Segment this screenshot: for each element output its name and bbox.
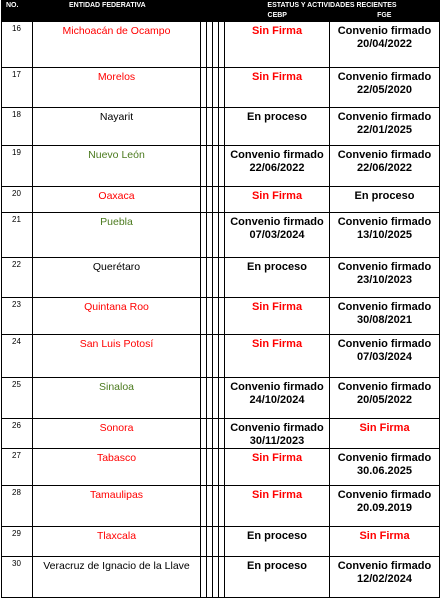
cebp-status: Convenio firmado 07/03/2024 <box>225 213 330 258</box>
table-row <box>2 68 440 108</box>
row-number: 17 <box>2 68 33 108</box>
cebp-status: Convenio firmado 24/10/2024 <box>225 378 330 419</box>
fge-status: En proceso <box>330 187 440 213</box>
table-row <box>2 213 440 258</box>
state-name: Puebla <box>33 213 201 258</box>
row-number: 20 <box>2 187 33 213</box>
cebp-status: Sin Firma <box>225 22 330 68</box>
row-number: 16 <box>2 22 33 68</box>
cebp-status: En proceso <box>225 258 330 298</box>
row-number: 19 <box>2 146 33 187</box>
state-name: San Luis Potosí <box>33 335 201 378</box>
state-name: Nuevo León <box>33 146 201 187</box>
state-name: Nayarit <box>33 108 201 146</box>
fge-status: Convenio firmado 07/03/2024 <box>330 335 440 378</box>
states-table <box>1 0 440 598</box>
table-row <box>2 146 440 187</box>
row-number: 18 <box>2 108 33 146</box>
cebp-status: En proceso <box>225 557 330 598</box>
table-row <box>2 187 440 213</box>
table-row <box>2 22 440 68</box>
cebp-status: Sin Firma <box>225 298 330 335</box>
state-name: Querétaro <box>33 258 201 298</box>
table-row <box>2 258 440 298</box>
table-row <box>2 527 440 557</box>
fge-status: Convenio firmado 22/06/2022 <box>330 146 440 187</box>
fge-status: Convenio firmado 23/10/2023 <box>330 258 440 298</box>
table-row <box>2 108 440 146</box>
fge-status: Convenio firmado 12/02/2024 <box>330 557 440 598</box>
cebp-status: Convenio firmado 30/11/2023 <box>225 419 330 449</box>
cebp-status: En proceso <box>225 108 330 146</box>
fge-status: Convenio firmado 20/05/2022 <box>330 378 440 419</box>
header-fge: FGE <box>377 12 392 19</box>
row-number: 23 <box>2 298 33 335</box>
state-name: Sinaloa <box>33 378 201 419</box>
fge-status: Convenio firmado 22/05/2020 <box>330 68 440 108</box>
table-row <box>2 378 440 419</box>
state-name: Veracruz de Ignacio de la Llave <box>33 557 201 598</box>
row-number: 27 <box>2 449 33 486</box>
state-name: Tamaulipas <box>33 486 201 527</box>
row-number: 26 <box>2 419 33 449</box>
state-name: Morelos <box>33 68 201 108</box>
row-number: 29 <box>2 527 33 557</box>
row-number: 22 <box>2 258 33 298</box>
header-row <box>2 1 440 22</box>
header-status <box>225 1 440 22</box>
state-name: Quintana Roo <box>33 298 201 335</box>
cebp-status: Sin Firma <box>225 486 330 527</box>
fge-status: Convenio firmado 13/10/2025 <box>330 213 440 258</box>
state-name: Tlaxcala <box>33 527 201 557</box>
cebp-status: Convenio firmado 22/06/2022 <box>225 146 330 187</box>
state-name: Michoacán de Ocampo <box>33 22 201 68</box>
header-status-title: ESTATUS Y ACTIVIDADES RECIENTES <box>267 2 397 9</box>
row-number: 28 <box>2 486 33 527</box>
table-row <box>2 335 440 378</box>
table-row <box>2 449 440 486</box>
header-no: NO. <box>2 1 33 22</box>
header-entity: ENTIDAD FEDERATIVA <box>33 1 201 22</box>
row-number: 24 <box>2 335 33 378</box>
cebp-status: Sin Firma <box>225 335 330 378</box>
table-row <box>2 486 440 527</box>
table-row <box>2 298 440 335</box>
row-number: 25 <box>2 378 33 419</box>
cebp-status: Sin Firma <box>225 449 330 486</box>
fge-status: Convenio firmado 30.06.2025 <box>330 449 440 486</box>
cebp-status: En proceso <box>225 527 330 557</box>
fge-status: Sin Firma <box>330 419 440 449</box>
fge-status: Convenio firmado 20/04/2022 <box>330 22 440 68</box>
table-row <box>2 557 440 598</box>
state-name: Sonora <box>33 419 201 449</box>
row-number: 21 <box>2 213 33 258</box>
cebp-status: Sin Firma <box>225 187 330 213</box>
table-body <box>2 22 440 598</box>
fge-status: Convenio firmado 30/08/2021 <box>330 298 440 335</box>
state-name: Oaxaca <box>33 187 201 213</box>
cebp-status: Sin Firma <box>225 68 330 108</box>
fge-status: Convenio firmado 20.09.2019 <box>330 486 440 527</box>
row-number: 30 <box>2 557 33 598</box>
fge-status: Convenio firmado 22/01/2025 <box>330 108 440 146</box>
fge-status: Sin Firma <box>330 527 440 557</box>
header-cebp: CEBP <box>267 12 287 19</box>
state-name: Tabasco <box>33 449 201 486</box>
table-row <box>2 419 440 449</box>
